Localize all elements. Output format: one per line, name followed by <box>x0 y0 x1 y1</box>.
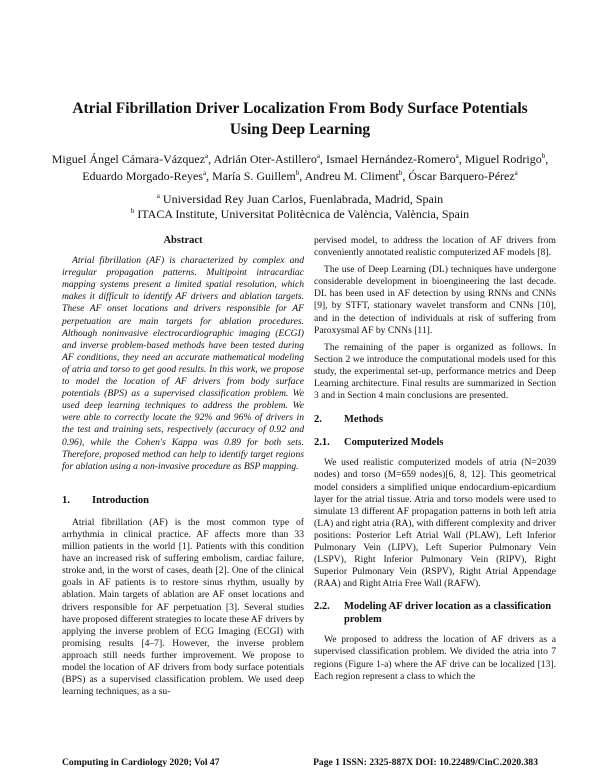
author-separator: , <box>402 169 409 183</box>
models-paragraph: We used realistic computerized models of atria (N=2039 nodes) and torso (M=659 nodes)[6, 8, 12]. This geometrical model considers a simplified unique endocardium-epicardium layer for the atrial tissue. Atria and torso models were used to simulate 13 different AF propagation patterns in both left atria (LA) and right atria (RA), with different complexity and driver positions: Posterior Left Atrial Wall (PLAW), Left Inferior Pulmonary Vein (LIPV), Left Superior Pulmonary Vein (LSPV), Right Inferior Pulmonary Vein (RIPV), Right Superior Pulmonary Vein (RSPV), Right Atrial Appendage (RAA) and Right Atria Free Wall (RAFW). <box>314 457 556 590</box>
author-name: Ismael Hernández-Romero <box>326 152 456 166</box>
modeling-paragraph: We proposed to address the location of AF drivers as a supervised classification problem. We divided the atria into 7 regions (Figure 1-a) where the AF drive can be localized [13]. Each region represent a class to which the <box>314 634 556 682</box>
author-separator: , <box>545 152 549 166</box>
author-affiliation-mark: a <box>455 152 459 160</box>
author-affiliation-mark: a <box>202 169 207 177</box>
abstract-text: Atrial fibrillation (AF) is characterized by complex and irregular propagation patterns. Multipoint intracardiac mapping systems present a limited spatial resolution, which makes it difficult to identify AF drivers and ablation targets. These AF onset locations and drivers responsible for AF perpetuation are main targets for ablation procedures. Although noninvasive electrocardiographic imaging (ECGI) and inverse problem-based methods have been tested during AF conditions, they need an accurate mathematical modeling of atria and torso to get good results. In this work, we propose to model the location of AF drivers from body surface potentials (BPS) as a supervised classification problem. We used deep learning techniques to address the problem. We were able to correctly locate the 92% and 96% of drivers in the test and training sets, respectively (accuracy of 0.92 and 0.96), while the Cohen's Kappa was 0.89 for both sets. Therefore, proposed method can help to identify target regions for ablation using a non-invasive procedure as BSP mapping. <box>62 255 304 472</box>
intro-paragraph-3: The remaining of the paper is organized as follows. In Section 2 we introduce the computational models used for this study, the experimental set-up, performance metrics and Deep Learning architecture. Final results are summarized in Section 3 and in Section 4 main conclusions are presented. <box>314 341 556 402</box>
footer-journal: Computing in Cardiology 2020; Vol 47 <box>62 757 220 768</box>
affiliation-list <box>50 192 550 222</box>
author-affiliation-mark: a <box>316 152 321 160</box>
author-name: Óscar Barquero-Pérez <box>408 169 515 183</box>
author-separator: , <box>208 152 214 166</box>
intro-paragraph-1: Atrial fibrillation (AF) is the most common type of arrhythmia in clinical practice. AF affects more than 33 million patients in the world [1]. Patients with this condition have an increased risk of suffering embolism, cardiac failure, stroke and, in the worst of cases, death [2]. One of the clinical goals in AF patients is to restore sinus rhythm, usually by ablation. Main targets of ablation are AF onset locations and drivers responsible for AF perpetuation [3]. Several studies have proposed different strategies to locate these AF drivers by applying the inverse problem of ECG Imaging (ECGI) with promising results [4–7]. However, the inverse problem approach still needs further improvement. We propose to model the location of AF drivers from body surface potentials (BPS) as a supervised classification problem. We used deep learning techniques, as a su- <box>62 516 304 698</box>
author-name: Andreu M. Climent <box>304 169 399 183</box>
author-name: Eduardo Morgado-Reyes <box>82 169 203 183</box>
subsection-heading-computerized-models: 2.1. Computerized Models <box>314 437 444 449</box>
section-heading-methods: 2. Methods <box>314 414 384 426</box>
intro-continuation: pervised model, to address the location of AF drivers from conveniently annotated realistic computerized AF models [8]. <box>314 235 556 259</box>
author-affiliation-mark: a <box>205 152 209 160</box>
author-name: Miguel Rodrigo <box>464 152 542 166</box>
author-affiliation-mark: a <box>514 169 518 177</box>
page-footer <box>62 757 538 768</box>
section-heading-introduction: 1. Introduction <box>62 494 149 506</box>
affiliation-a: $^a$ Universidad Rey Juan Carlos, Fuenlabrada, Madrid, Spain <box>156 192 444 206</box>
author-affiliation-mark: b <box>295 169 300 177</box>
left-column <box>62 235 304 703</box>
right-column <box>314 235 556 688</box>
author-list <box>50 151 550 185</box>
author-separator: , <box>206 169 213 183</box>
footer-page-info: Page 1 ISSN: 2325-887X DOI: 10.22489/CinC.2020.383 <box>313 757 538 768</box>
author-name: Miguel Ángel Cámara-Vázquez <box>51 152 206 166</box>
author-separator: , <box>458 152 465 166</box>
subsection-heading-modeling: 2.2. Modeling AF driver location as a classification problem <box>314 601 552 626</box>
author-name: María S. Guillem <box>212 169 296 183</box>
author-affiliation-mark: b <box>398 169 403 177</box>
author-affiliation-mark: b <box>541 152 546 160</box>
author-separator: , <box>320 152 327 166</box>
author-name: Adrián Oter-Astillero <box>213 152 317 166</box>
affiliation-b: $^b$ ITACA Institute, Universitat Politècnica de València, València, Spain <box>130 207 470 221</box>
intro-paragraph-2: The use of Deep Learning (DL) techniques have undergone considerable development in bioengineering the last decade. DL has been used in AF detection by using RNNs and CNNs [9], by STFT, stationary wavelet transform and CNNs [10], and in the detection of individuals at risk of suffering from Paroxysmal AF by CNNs [11]. <box>314 264 556 336</box>
author-separator: , <box>299 169 305 183</box>
paper-title: Atrial Fibrillation Driver Localization From Body Surface Potentials Using Deep Learning <box>72 100 528 138</box>
abstract-heading: Abstract <box>163 235 203 246</box>
